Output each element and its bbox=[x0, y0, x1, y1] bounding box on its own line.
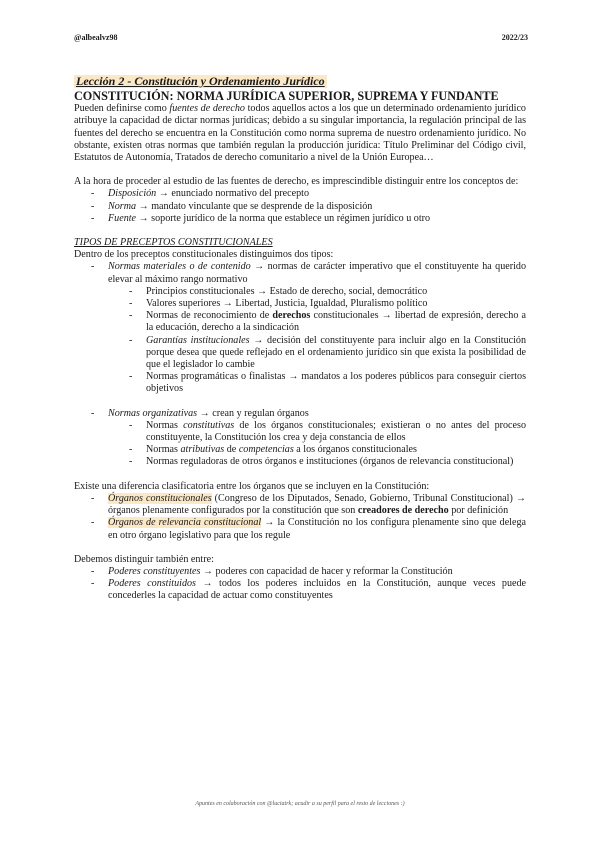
tipos-list-2 bbox=[74, 408, 526, 469]
list-item bbox=[74, 408, 526, 469]
concept-desc: → enunciado normativo del precepto bbox=[156, 188, 309, 200]
intro-text-2: todos aquellos actos a los que un determinado ordenamiento jurídico atribuye la capacidad de dictar normas jurídicas; debido a su singular importancia, la regulación principal de las fuentes del derecho se encuentra en la Constitución como norma suprema de nuestro ordenamiento jurídico. No obstante, existen otras normas que también regulan la producción jurídica: Título Preliminar del Código civil, Estatutos de Autonomía, Tratados de derecho comunitario a nivel de la Unión Europea… bbox=[74, 103, 526, 164]
list-item bbox=[74, 261, 526, 395]
poderes-list bbox=[74, 566, 526, 603]
sub-text: Normas bbox=[146, 419, 184, 431]
sub-term: Garantías institucionales bbox=[146, 334, 250, 346]
list-item bbox=[74, 201, 526, 213]
intro-term: fuentes de derecho bbox=[169, 103, 245, 115]
list-item bbox=[74, 420, 526, 444]
tipo-desc: → crean y regulan órganos bbox=[197, 407, 309, 419]
organo-term: Órganos constitucionales bbox=[108, 492, 212, 504]
intro-paragraph bbox=[74, 103, 526, 164]
organo-term: Órganos de relevancia constitucional bbox=[108, 517, 262, 529]
poder-term: Poderes constituyentes bbox=[108, 565, 201, 577]
organos-list bbox=[74, 493, 526, 542]
page-footer: Apuntes en colaboración con @luciatrk; acudir a su perfil para el resto de lecciones :) bbox=[195, 801, 405, 807]
tipos-list bbox=[74, 261, 526, 395]
list-item: - Principios constitucionales → Estado de derecho, social, democrático bbox=[74, 286, 526, 298]
concept-term: Norma bbox=[108, 200, 137, 212]
concepts-list bbox=[74, 188, 526, 225]
tipos-heading: TIPOS DE PRECEPTOS CONSTITUCIONALES bbox=[74, 237, 273, 249]
concept-term: Fuente bbox=[108, 212, 137, 224]
lesson-title: Lección 2 - Constitución y Ordenamiento Jurídico bbox=[76, 74, 325, 88]
list-item bbox=[74, 517, 526, 541]
sub-text: a los órganos constitucionales bbox=[293, 444, 417, 456]
sub-term: constitutivas bbox=[183, 419, 235, 431]
poderes-lead: Debemos distinguir también entre: bbox=[74, 553, 214, 565]
poder-term: Poderes constituidos bbox=[108, 578, 196, 590]
list-item bbox=[74, 188, 526, 200]
list-item bbox=[74, 335, 526, 372]
sub-text: Normas bbox=[146, 444, 181, 456]
concept-term: Disposición bbox=[108, 188, 157, 200]
sub-text: de bbox=[224, 444, 239, 456]
organo-text: por definición bbox=[448, 505, 509, 517]
document-body bbox=[74, 75, 526, 603]
sub-text: constitucionales → libertad de expresión, derecho a la educación, derecho a la sindicación bbox=[146, 310, 526, 334]
tipo-desc: → normas de carácter imperativo que el constituyente ha querido elevar al máximo rango normativo bbox=[108, 261, 527, 285]
organo-text: (Congreso de los Diputados, Senado, Gobierno, Tribunal Constitucional) → órganos plenamente configurados por la constitución que son bbox=[108, 492, 526, 517]
header-year: 2022/23 bbox=[501, 33, 528, 42]
tipo-term: Normas organizativas bbox=[108, 407, 198, 419]
tipo-term: Normas materiales o de contenido bbox=[108, 261, 251, 273]
organos-lead: Existe una diferencia clasificatoria entre los órganos que se incluyen en la Constitución: bbox=[74, 480, 430, 492]
section-heading: CONSTITUCIÓN: NORMA JURÍDICA SUPERIOR, SUPREMA Y FUNDANTE bbox=[74, 89, 499, 104]
list-item bbox=[74, 444, 526, 456]
materiales-sublist bbox=[108, 286, 526, 396]
concept-desc: → soporte jurídico de la norma que establece un régimen jurídico u otro bbox=[136, 212, 431, 224]
list-item bbox=[74, 493, 526, 517]
concepts-lead: A la hora de proceder al estudio de las fuentes de derecho, es imprescindible distinguir entre los conceptos de: bbox=[74, 176, 519, 188]
list-item: - Valores superiores → Libertad, Justicia, Igualdad, Pluralismo político bbox=[74, 298, 526, 310]
poder-text: → poderes con capacidad de hacer y reformar la Constitución bbox=[200, 565, 453, 577]
sub-text: Normas de reconocimiento de bbox=[146, 310, 273, 322]
poder-text: → todos los poderes incluidos en la Constitución, aunque veces puede concederles la capacidad de actuar como constituyentes bbox=[108, 578, 527, 602]
tipos-lead: Dentro de los preceptos constitucionales distinguimos dos tipos: bbox=[74, 249, 334, 261]
header-author: @albealvz98 bbox=[74, 33, 118, 42]
organizativas-sublist bbox=[108, 420, 526, 469]
sub-term: atributivas bbox=[180, 444, 225, 456]
sub-text: de los órganos constitucionales; existieran o no antes del proceso constituyente, la Constitución los crea y deja constancia de ellos bbox=[146, 419, 526, 444]
list-item bbox=[74, 578, 526, 602]
list-item bbox=[74, 213, 526, 225]
list-item: - Normas programáticas o finalistas → mandatos a los poderes públicos para conseguir ciertos objetivos bbox=[74, 371, 526, 395]
sub-term: competencias bbox=[238, 444, 294, 456]
intro-text-1: Pueden definirse como bbox=[74, 103, 170, 115]
list-item bbox=[74, 310, 526, 334]
concept-desc: → mandato vinculante que se desprende de la disposición bbox=[136, 200, 373, 212]
organo-text: → la Constitución no los configura plenamente sino que delega en otro órgano legislativo para que los regule bbox=[108, 517, 526, 541]
list-item bbox=[74, 566, 526, 578]
organo-bold: creadores de derecho bbox=[357, 505, 449, 517]
sub-bold: derechos bbox=[272, 310, 311, 322]
list-item: - Normas reguladoras de otros órganos e instituciones (órganos de relevancia constitucional) bbox=[74, 456, 526, 468]
sub-text: → decisión del constituyente para incluir algo en la Constitución porque desea que quede reflejado en el ordenamiento jurídico sin que exista la posibilidad de que el legislador lo cambie bbox=[146, 334, 526, 371]
